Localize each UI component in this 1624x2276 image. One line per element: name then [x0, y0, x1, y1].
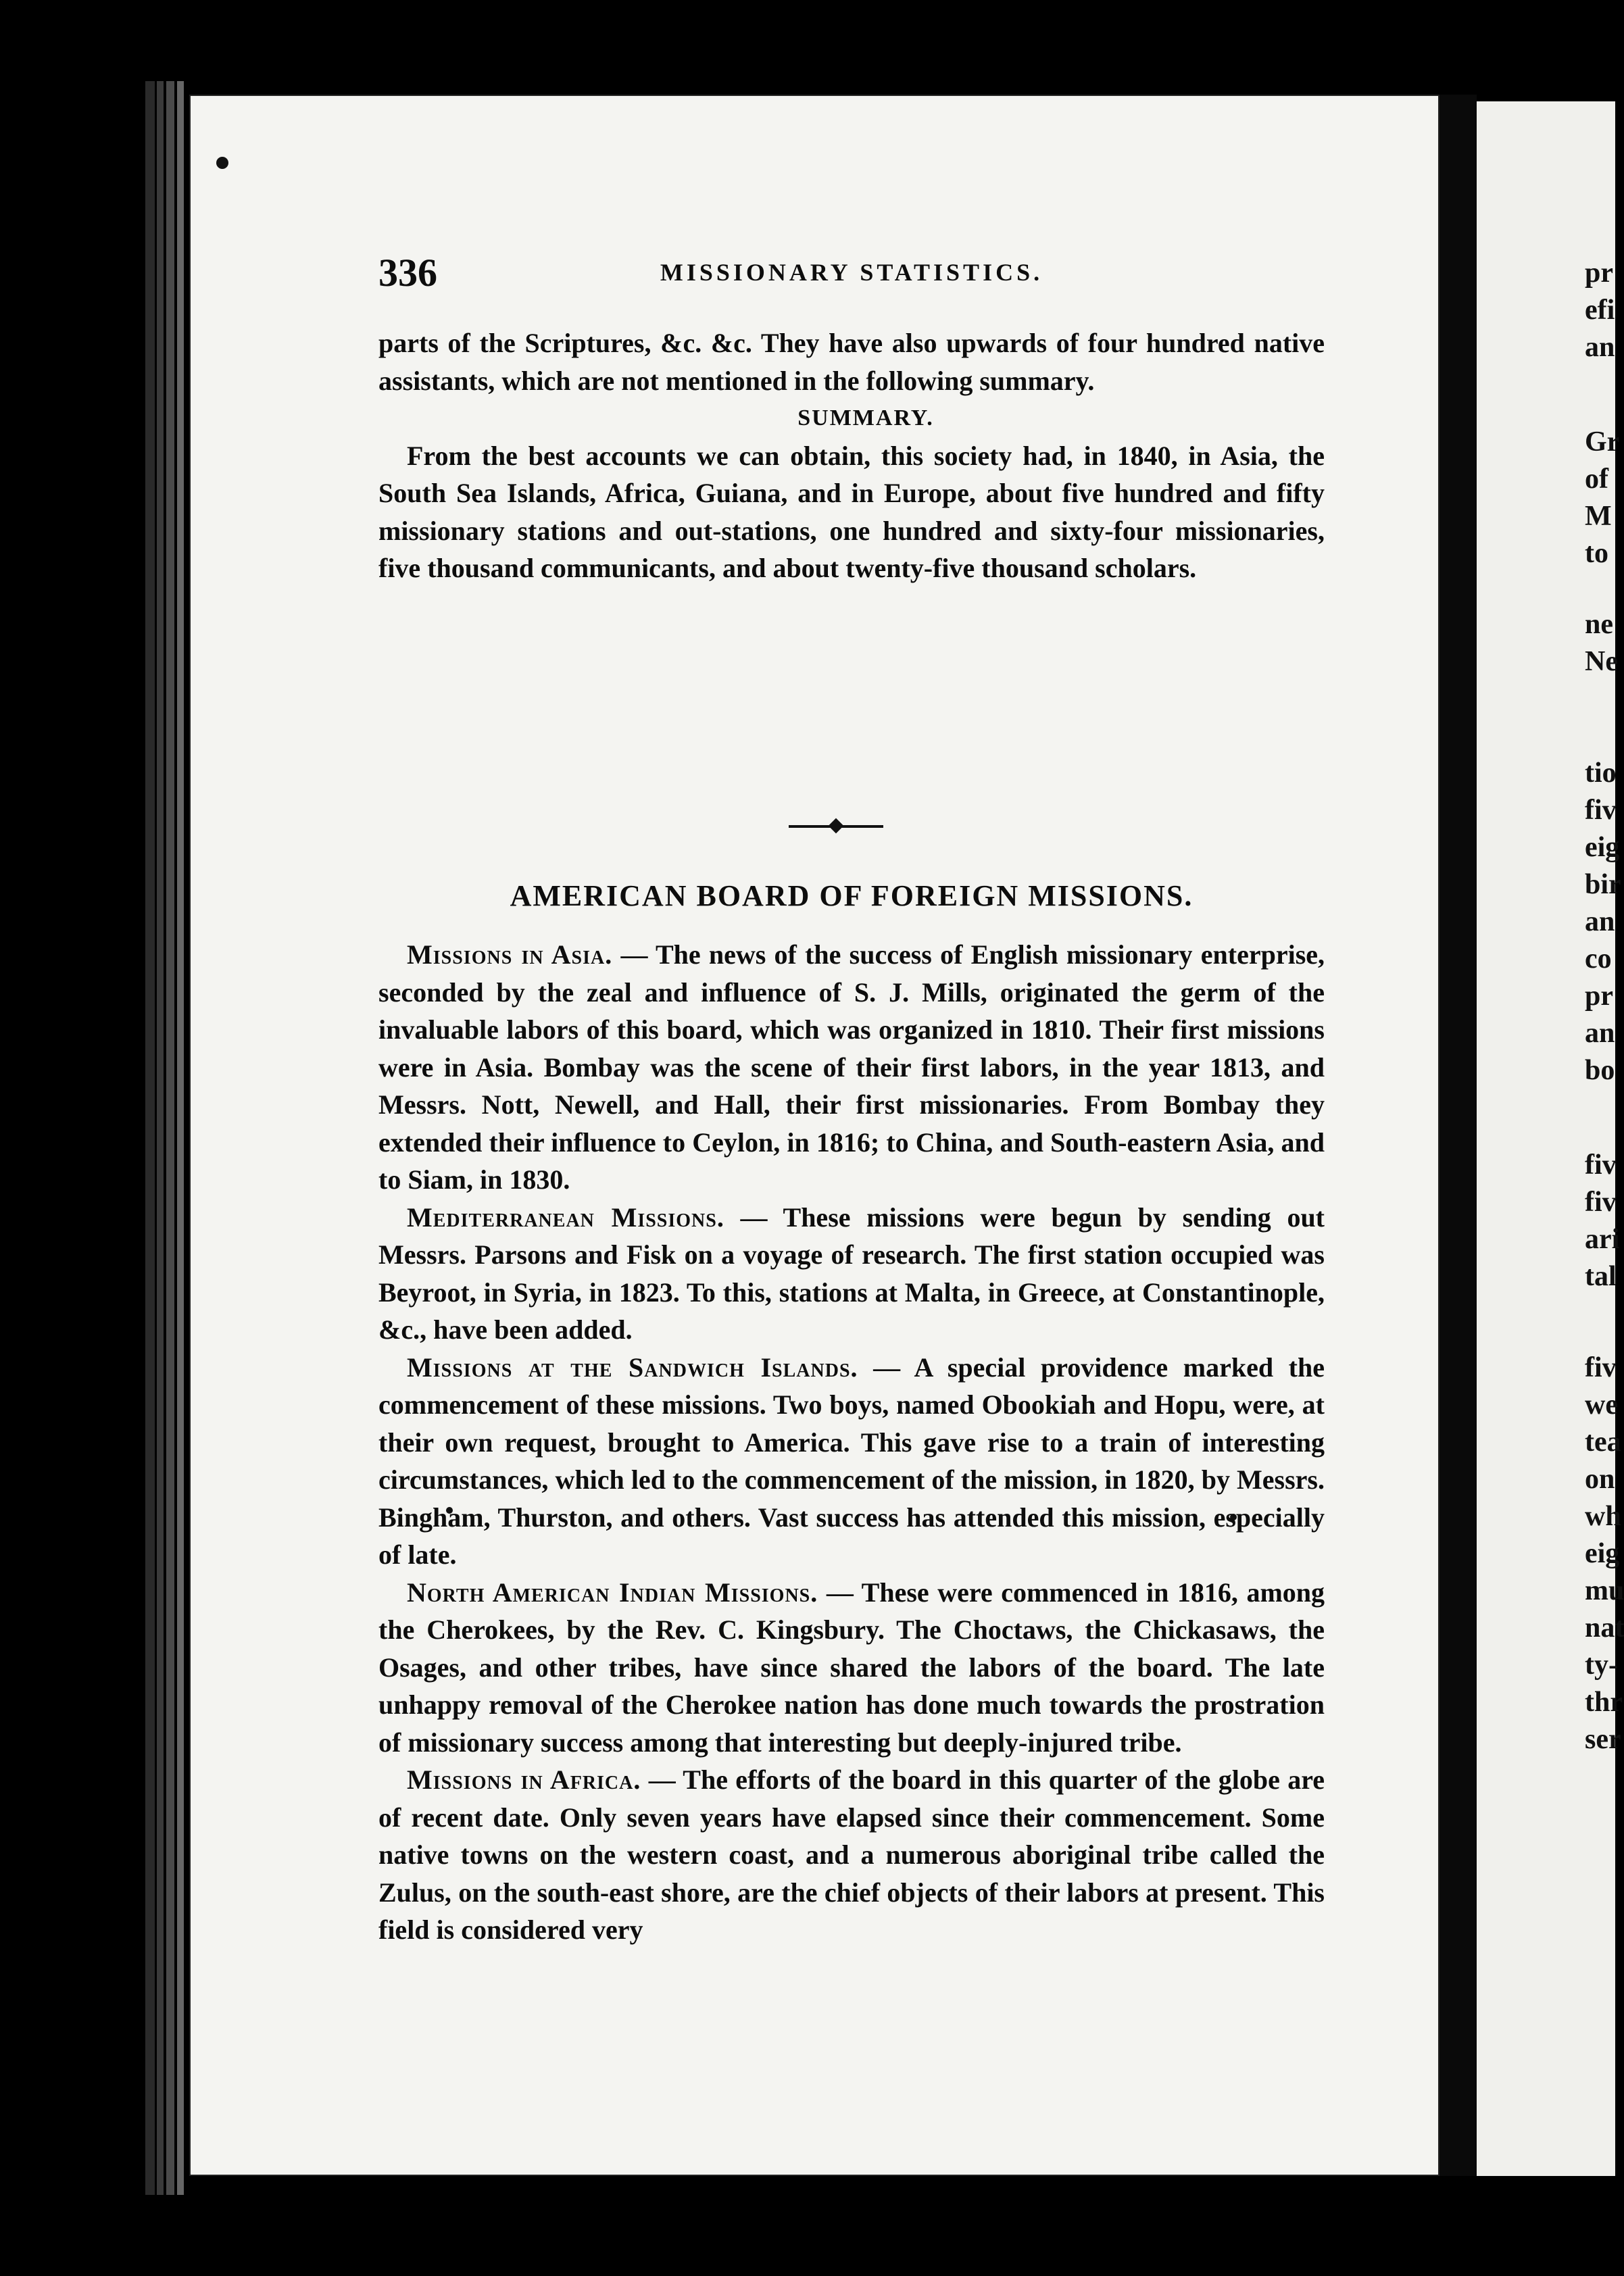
adjacent-page-fragment: pr: [1585, 257, 1613, 289]
paragraph-lead: Missions at the Sandwich Islands.: [407, 1352, 858, 1383]
paragraph-mediterranean: [378, 1199, 1325, 1349]
adjacent-page-fragment: bo: [1585, 1055, 1615, 1086]
adjacent-page-fragment: fiv: [1585, 1352, 1617, 1383]
adjacent-page-fragment: tea: [1585, 1427, 1621, 1458]
adjacent-page-fragment: thr: [1585, 1687, 1623, 1718]
paragraph-asia: [378, 936, 1325, 1199]
book-edge: [157, 81, 164, 2195]
adjacent-page-fragment: tio: [1585, 758, 1617, 789]
adjacent-page-fragment: bir: [1585, 869, 1621, 900]
adjacent-page-fragment: fiv: [1585, 1187, 1617, 1218]
adjacent-page-fragment: eig: [1585, 832, 1620, 863]
adjacent-page-fragment: eig: [1585, 1538, 1620, 1569]
adjacent-page-fragment: co: [1585, 943, 1612, 974]
adjacent-page-fragment: an: [1585, 1018, 1615, 1049]
paragraph-text: — These missions were begun by sending out Messrs. Parsons and Fisk on a voyage of research. The first station occupied was Beyroot, in Syria, in 1823. To this, stations at Malta, in Greece, at Constantinople, &c., have been added.: [378, 1202, 1325, 1345]
adjacent-page-fragment: to: [1585, 538, 1608, 569]
section-divider: [378, 812, 1325, 839]
adjacent-page-fragment: an: [1585, 332, 1615, 363]
adjacent-page-fragment: an: [1585, 906, 1615, 937]
summary-paragraph: From the best accounts we can obtain, this society had, in 1840, in Asia, the South Sea Islands, Africa, Guiana, and in Europe, about five hundred and fifty missionary stations and out-stations, one hundred and sixty-four missionaries, five thousand communicants, and about twenty-five thousand scholars.: [378, 440, 1325, 583]
intro-paragraph: parts of the Scriptures, &c. &c. They have also upwards of four hundred native assistants, which are not mentioned in the following summary.: [378, 328, 1325, 396]
summary-heading: SUMMARY.: [797, 405, 934, 430]
paragraph-lead: Mediterranean Missions.: [407, 1202, 724, 1233]
adjacent-page-fragment: fiv: [1585, 795, 1617, 826]
adjacent-page-fragment: mu: [1585, 1575, 1624, 1606]
book-page: [189, 95, 1440, 2176]
book-edge: [177, 81, 184, 2195]
adjacent-page-fragment: Ne: [1585, 646, 1618, 677]
adjacent-page-fragment: of: [1585, 464, 1608, 495]
paragraph-africa: [378, 1761, 1325, 1949]
book-edge: [145, 81, 155, 2195]
paragraph-text: — The efforts of the board in this quarter of the globe are of recent date. Only seven years have elapsed since their commencement. Some native towns on the western coast, and a numerous aboriginal tribe called the Zulus, on the south-east shore, are the chief objects of their labors at present. This field is considered very: [378, 1764, 1325, 1945]
paragraph-north-american-indian: [378, 1574, 1325, 1762]
adjacent-page-fragment: ne: [1585, 609, 1613, 640]
page-number: 336: [378, 251, 437, 295]
adjacent-page-fragment: ser: [1585, 1724, 1621, 1755]
adjacent-page-fragment: nat: [1585, 1612, 1624, 1643]
book-gutter: [1440, 95, 1477, 2176]
paragraph-sandwich-islands: [378, 1349, 1325, 1574]
adjacent-page-fragment: M: [1585, 501, 1612, 532]
adjacent-page-fragment: ty-: [1585, 1650, 1618, 1681]
adjacent-page-fragment: Gr: [1585, 426, 1620, 457]
running-title: MISSIONARY STATISTICS.: [660, 259, 1043, 286]
book-edge: [166, 81, 174, 2195]
adjacent-page-fragment: efi: [1585, 295, 1615, 326]
running-head: [378, 250, 1325, 304]
ink-speck: [216, 157, 228, 169]
adjacent-page-fragment: tal: [1585, 1261, 1617, 1292]
paragraph-lead: Missions in Asia.: [407, 939, 613, 970]
section-title: AMERICAN BOARD OF FOREIGN MISSIONS.: [510, 879, 1194, 912]
adjacent-page-fragment: fiv: [1585, 1149, 1617, 1181]
paragraph-text: — A special providence marked the commencement of these missions. Two boys, named Obookiah and Hopu, were, at their own request, brought to America. This gave rise to a train of interesting circumstances, which led to the commencement of the mission, in 1820, by Messrs. Bingham, Thurston, and others. Vast success has attended this mission, especially of late.: [378, 1352, 1325, 1570]
adjacent-page-fragment: we: [1585, 1389, 1618, 1420]
adjacent-page-fragment: ari: [1585, 1224, 1620, 1255]
paragraph-text: — These were commenced in 1816, among the Cherokees, by the Rev. C. Kingsbury. The Choctaws, the Chickasaws, the Osages, and other tribes, have since shared the labors of the board. The late unhappy removal of the Cherokee nation has done much towards the prostration of missionary success among that interesting but deeply-injured tribe.: [378, 1577, 1325, 1758]
adjacent-page: [1477, 101, 1624, 2176]
intro-block: [378, 324, 1325, 587]
paragraph-text: — The news of the success of English missionary enterprise, seconded by the zeal and influence of S. J. Mills, originated the germ of the invaluable labors of this board, which was organized in 1810. Their first missions were in Asia. Bombay was the scene of their first labors, in the year 1813, and Messrs. Nott, Newell, and Hall, their first missionaries. From Bombay they extended their influence to Ceylon, in 1816; to China, and South-eastern Asia, and to Siam, in 1830.: [378, 939, 1325, 1195]
adjacent-page-fragment: on: [1585, 1464, 1615, 1495]
section-body: [378, 936, 1325, 1949]
adjacent-page-fragment: wh: [1585, 1501, 1621, 1532]
paragraph-lead: Missions in Africa.: [407, 1764, 641, 1795]
paragraph-lead: North American Indian Missions.: [407, 1577, 818, 1608]
adjacent-page-fragment: pr: [1585, 981, 1613, 1012]
